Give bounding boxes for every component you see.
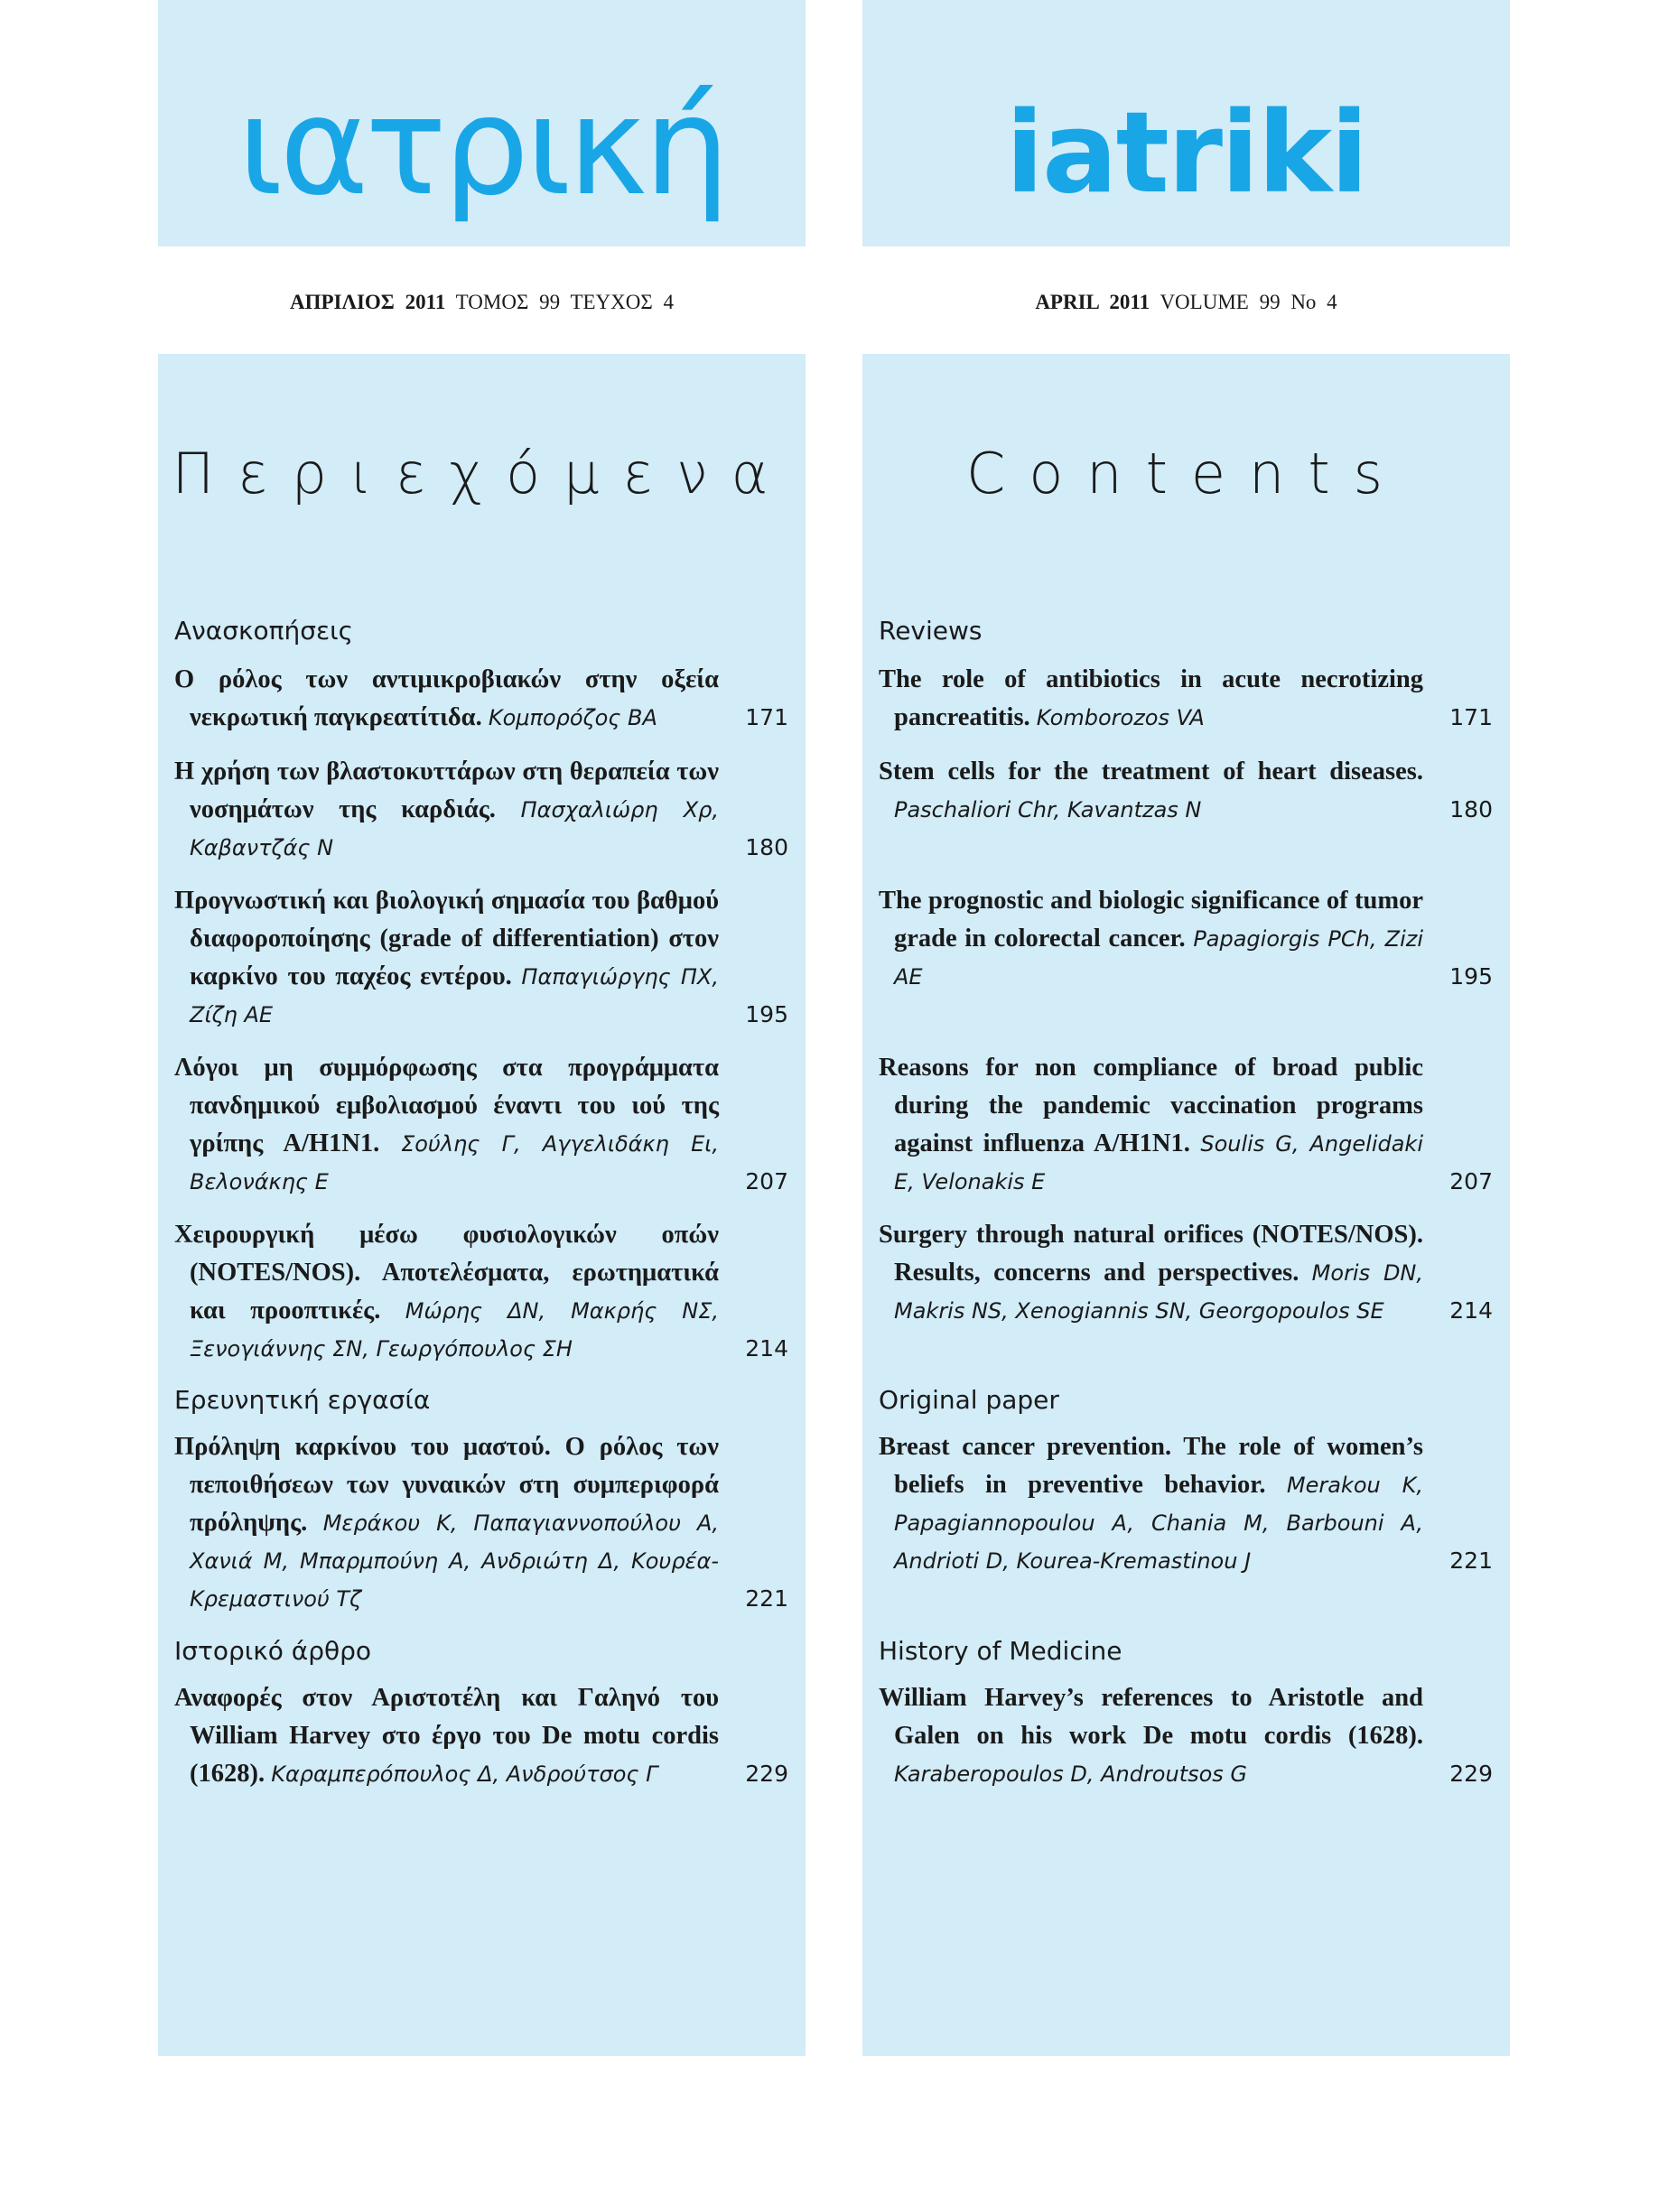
entry-title: Χειρουργική μέσω φυσιολογικών οπών (NOTES/NOS). Αποτελέσματα, ερωτηματικά και προοπτικές. <box>174 1221 719 1324</box>
entry-page: 195 <box>1449 963 1493 990</box>
entry-page: 171 <box>745 704 788 730</box>
entry-page: 207 <box>1449 1168 1493 1194</box>
greek-entry[interactable] <box>174 1428 788 1618</box>
entry-title: Λόγοι μη συμμόρφωσης στα προγράμματα πανδημικού εμβολιασμού έναντι του ιού της γρίπης Α/H1N1. <box>174 1054 719 1157</box>
entry-title: Stem cells for the treatment of heart diseases. <box>879 757 1423 785</box>
entry-authors: Papagiorgis PCh, Zizi AE <box>894 926 1424 990</box>
entry-page: 207 <box>745 1168 788 1194</box>
entry-page: 229 <box>1449 1761 1493 1787</box>
english-entry[interactable] <box>879 1428 1493 1580</box>
entry-page: 195 <box>745 1001 788 1027</box>
entry-page: 229 <box>745 1761 788 1787</box>
english-entry[interactable] <box>879 1049 1493 1201</box>
greek-issue-volume: ΤΟΜΟΣ 99 ΤΕΥΧΟΣ 4 <box>455 291 675 313</box>
greek-section-original: Ερευνητική εργασία <box>174 1385 431 1415</box>
entry-authors: Καραμπερόπουλος Δ, Ανδρούτσος Γ <box>271 1761 658 1787</box>
entry-page: 180 <box>1449 796 1493 823</box>
greek-entry[interactable] <box>174 661 788 737</box>
greek-header-panel <box>158 0 806 246</box>
entry-page: 214 <box>1449 1297 1493 1324</box>
greek-entry[interactable] <box>174 753 788 867</box>
english-issue-month-year: APRIL 2011 <box>1035 291 1150 313</box>
english-entry[interactable] <box>879 661 1493 737</box>
greek-entry[interactable] <box>174 882 788 1034</box>
entry-title: Surgery through natural orifices (NOTES/NOS). Results, concerns and perspectives. <box>879 1221 1423 1287</box>
entry-authors: Merakou K, Papagiannopoulou A, Chania M, Barbouni A, Andrioti D, Kourea-Kremastinou J <box>894 1473 1423 1574</box>
entry-title: William Harvey’s references to Aristotle and Galen on his work De motu cordis (1628). <box>879 1684 1423 1750</box>
greek-issue-line <box>158 291 806 314</box>
greek-entry[interactable] <box>174 1216 788 1368</box>
entry-authors: Μεράκου Κ, Παπαγιαννοπούλου Α, Χανιά Μ, Μπαρμπούνη Α, Ανδριώτη Δ, Κουρέα-Κρεμαστινού Τζ <box>190 1510 719 1612</box>
english-header-panel <box>862 0 1510 246</box>
entry-title: The prognostic and biologic significance of tumor grade in colorectal cancer. <box>879 887 1423 953</box>
english-contents-title: Contents <box>966 441 1406 507</box>
entry-authors: Komborozos VA <box>1036 705 1205 730</box>
greek-journal-logo: ιατρική <box>237 69 727 226</box>
entry-page: 221 <box>1449 1547 1493 1574</box>
entry-authors: Paschaliori Chr, Kavantzas N <box>894 797 1202 823</box>
greek-section-history: Ιστορικό άρθρο <box>174 1636 372 1666</box>
english-entry[interactable] <box>879 1679 1493 1793</box>
english-journal-logo: iatriki <box>1005 88 1367 218</box>
entry-authors: Karaberopoulos D, Androutsos G <box>894 1761 1248 1787</box>
entry-title: Αναφορές στον Αριστοτέλη και Γαληνό του William Harvey στο έργο του De motu cordis (1628). <box>174 1684 719 1788</box>
english-section-original: Original paper <box>879 1385 1059 1415</box>
entry-title: Reasons for non compliance of broad public during the pandemic vaccination programs against influenza A/H1N1. <box>879 1054 1423 1157</box>
entry-page: 214 <box>745 1335 788 1362</box>
entry-authors: Παπαγιώργης ΠΧ, Ζίζη ΑΕ <box>190 964 719 1027</box>
entry-title: The role of antibiotics in acute necrotizing pancreatitis. <box>879 665 1423 731</box>
english-section-reviews: Reviews <box>879 616 983 646</box>
entry-title: Η χρήση των βλαστοκυττάρων στη θεραπεία των νοσημάτων της καρδιάς. <box>174 757 719 823</box>
entry-page: 180 <box>745 834 788 860</box>
entry-page: 171 <box>1449 704 1493 730</box>
greek-contents-title: Περιεχόμενα <box>172 441 792 507</box>
english-section-history: History of Medicine <box>879 1636 1122 1666</box>
entry-authors: Πασχαλιώρη Χρ, Καβαντζάς Ν <box>190 797 720 860</box>
english-entry[interactable] <box>879 1216 1493 1330</box>
english-entry[interactable] <box>879 882 1493 996</box>
greek-contents-panel <box>158 354 806 2056</box>
greek-section-reviews: Ανασκοπήσεις <box>174 616 354 646</box>
entry-title: Breast cancer prevention. The role of women’s beliefs in preventive behavior. <box>879 1433 1423 1499</box>
entry-authors: Μώρης ΔΝ, Μακρής ΝΣ, Ξενογιάννης ΣΝ, Γεωργόπουλος ΣΗ <box>190 1298 719 1362</box>
english-contents-panel <box>862 354 1510 2056</box>
entry-authors: Moris DN, Makris NS, Xenogiannis SN, Georgopoulos SE <box>894 1260 1424 1324</box>
entry-page: 221 <box>745 1585 788 1612</box>
english-issue-line <box>862 291 1510 314</box>
english-issue-volume: VOLUME 99 No 4 <box>1160 291 1337 313</box>
english-entry[interactable] <box>879 753 1493 829</box>
entry-authors: Κομπορόζος ΒΑ <box>488 705 657 730</box>
greek-entry[interactable] <box>174 1049 788 1201</box>
entry-authors: Soulis G, Angelidaki E, Velonakis E <box>894 1131 1423 1194</box>
greek-entry[interactable] <box>174 1679 788 1793</box>
entry-title: Προγνωστική και βιολογική σημασία του βαθμού διαφοροποίησης (grade of differentiation) στον καρκίνο του παχέος εντέρου. <box>174 887 719 990</box>
greek-issue-month-year: ΑΠΡΙΛΙΟΣ 2011 <box>289 291 446 313</box>
entry-title: Πρόληψη καρκίνου του μαστού. Ο ρόλος των πεποιθήσεων των γυναικών στη συμπεριφορά πρόληψης. <box>174 1433 719 1537</box>
entry-authors: Σούλης Γ, Αγγελιδάκη Ει, Βελονάκης Ε <box>190 1131 720 1194</box>
entry-title: Ο ρόλος των αντιμικροβιακών στην οξεία νεκρωτική παγκρεατίτιδα. <box>174 665 719 731</box>
